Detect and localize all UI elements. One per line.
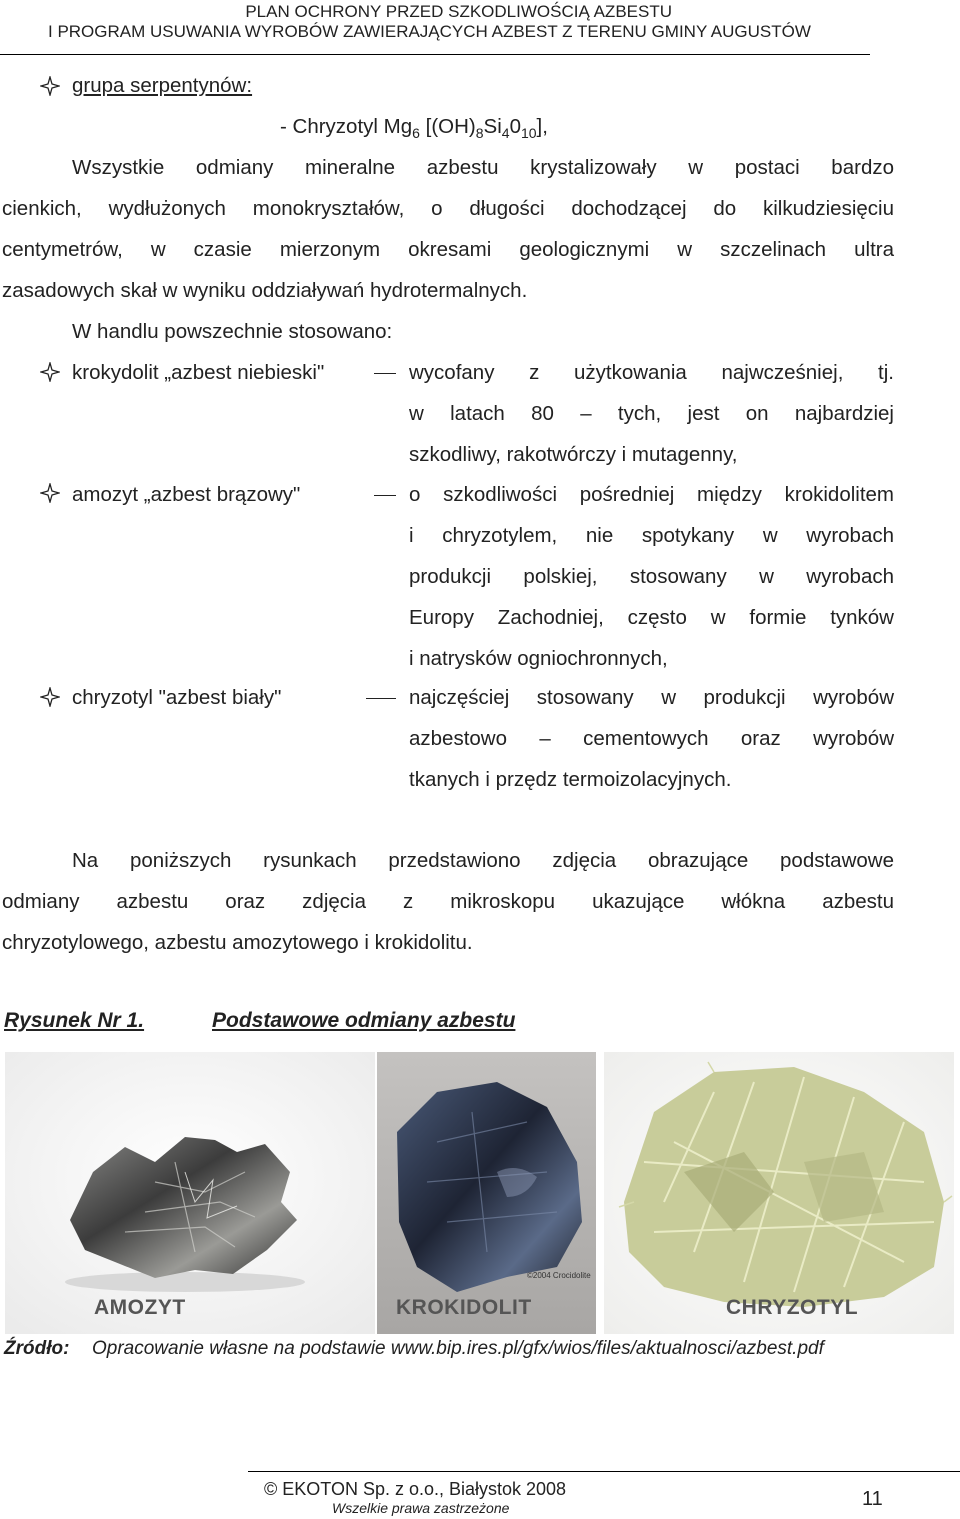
caption-crocidolite: KROKIDOLIT [396,1296,532,1319]
source-label: Źródło: [4,1338,70,1359]
amosite-photo [5,1052,375,1334]
variety-name-amosite: amozyt „azbest brązowy" [72,483,301,506]
variety-desc-line: i natrysków ogniochronnych, [409,647,668,670]
chrysotile-photo [604,1052,954,1334]
variety-desc-line: tkanych i przędz termoizolacyjnych. [409,768,732,791]
footer-company: © EKOTON Sp. z o.o., Białystok 2008 [264,1479,567,1499]
dash [366,698,396,699]
variety-desc-line: szkodliwy, rakotwórczy i mutagenny, [409,443,738,466]
paragraph-line: cienkich, wydłużonych monokryształów, o długości dochodzącej do kilkudziesięciu [2,197,894,220]
footer-divider [248,1471,960,1472]
trade-intro: W handlu powszechnie stosowano: [72,320,393,343]
variety-desc-line: o szkodliwości pośredniej między krokidolitem [409,483,894,506]
caption-chrysotile: CHRYZOTYL [726,1296,859,1319]
variety-desc-line: azbestowo – cementowych oraz wyrobów [409,727,894,750]
caption-amosite: AMOZYT [94,1296,186,1319]
variety-desc-line: i chryzotylem, nie spotykany w wyrobach [409,524,894,547]
paragraph-line: zasadowych skał w wyniku oddziaływań hydrotermalnych. [2,279,528,302]
paragraph-line: Wszystkie odmiany mineralne azbestu krystalizowały w postaci bardzo [72,156,894,179]
source-text: Opracowanie własne na podstawie www.bip.ires.pl/gfx/wios/files/aktualnosci/azbest.pdf [92,1338,824,1359]
figures-intro-line: chryzotylowego, azbestu amozytowego i krokidolitu. [2,931,473,954]
figure-label: Rysunek Nr 1. [4,1009,145,1032]
variety-name-crocidolite: krokydolit „azbest niebieski" [72,361,325,384]
variety-desc-line: produkcji polskiej, stosowany w wyrobach [409,565,894,588]
footer-rights: Wszelkie prawa zastrzeżone [332,1500,510,1516]
figures-intro-line: Na poniższych rysunkach przedstawiono zdjęcia obrazujące podstawowe [72,849,894,872]
page-number: 11 [862,1488,883,1510]
section-heading: grupa serpentynów: [72,74,253,97]
photo-watermark: ©2004 Crocidolite [527,1271,591,1280]
diamond-bullet-icon [40,687,60,707]
dash [374,373,396,374]
variety-desc-line: wycofany z użytkowania najwcześniej, tj. [409,361,894,384]
variety-name-chrysotile: chryzotyl "azbest biały" [72,686,282,709]
variety-desc-line: najczęściej stosowany w produkcji wyrobów [409,686,894,709]
header-title-line1: PLAN OCHRONY PRZED SZKODLIWOŚCIĄ AZBESTU [245,2,672,21]
header-title-line2: I PROGRAM USUWANIA WYROBÓW ZAWIERAJĄCYCH AZBEST Z TERENU GMINY AUGUSTÓW [48,22,811,41]
diamond-bullet-icon [40,76,60,96]
paragraph-line: centymetrów, w czasie mierzonym okresami geologicznymi w szczelinach ultra [2,238,894,261]
variety-desc-line: Europy Zachodniej, często w formie tynków [409,606,894,629]
chrysotile-formula: - Chryzotyl $Mg_6$ $[(OH)_8Si_40_{10}]$, [280,115,548,142]
crocidolite-photo [377,1052,596,1334]
diamond-bullet-icon [40,483,60,503]
variety-desc-line: w latach 80 – tych, jest on najbardziej [409,402,894,425]
figure-title: Podstawowe odmiany azbestu [212,1009,516,1032]
header-divider [0,54,870,55]
diamond-bullet-icon [40,362,60,382]
dash [374,495,396,496]
figures-intro-line: odmiany azbestu oraz zdjęcia z mikroskopu ukazujące włókna azbestu [2,890,894,913]
